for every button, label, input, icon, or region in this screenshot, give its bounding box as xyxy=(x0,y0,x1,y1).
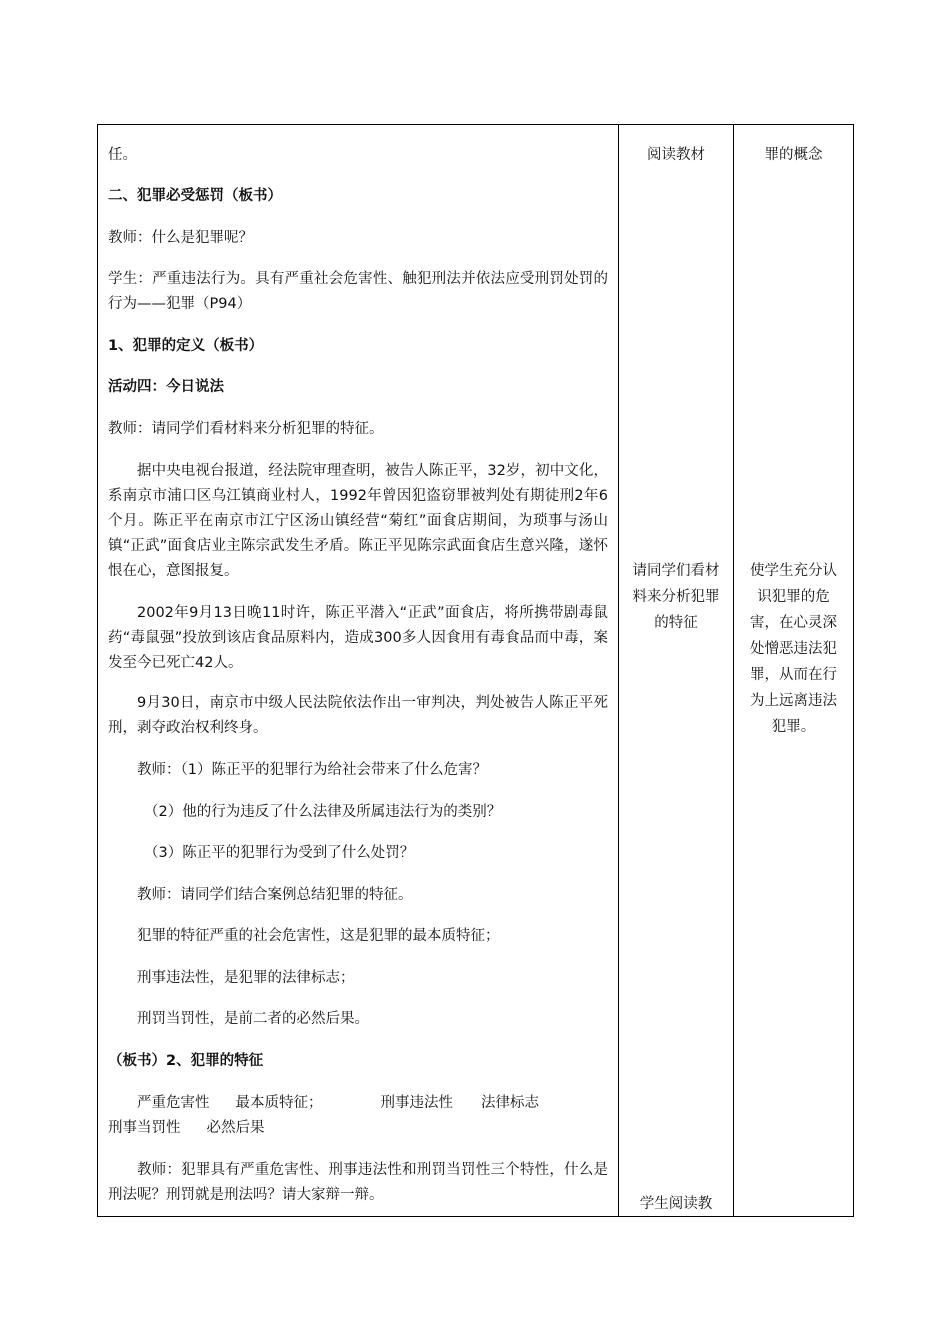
content-line: 刑罚当罚性，是前二者的必然后果。 xyxy=(137,1011,369,1027)
case-paragraph: 据中央电视台报道，经法院审理查明，被告人陈正平，32岁，初中文化，系南京市浦口区乌江镇商业村人，1992年曾因犯盗窃罪被判处有期徒刑2年6个月。陈正平在南京市江宁区汤山镇经营“菊红”面食店期间，为琐事与汤山镇“正武”面食店业主陈宗武发生矛盾。陈正平见陈宗武面食店生意兴隆，遂怀恨在心，意图报复。 xyxy=(108,463,608,579)
student-activity-column xyxy=(619,125,733,1216)
content-line: 任。 xyxy=(108,147,137,163)
design-intent-column xyxy=(734,125,853,1216)
feature-item: 最本质特征； xyxy=(235,1095,323,1111)
feature-item: 必然后果 xyxy=(206,1120,265,1136)
content-line: 犯罪的特征严重的社会危害性，这是犯罪的最本质特征； xyxy=(137,928,500,944)
features-line xyxy=(108,1091,608,1116)
feature-item: 刑事当罚性 xyxy=(108,1120,181,1136)
section-heading: 1、犯罪的定义（板书） xyxy=(108,338,264,354)
content-line: 教师：请同学们看材料来分析犯罪的特征。 xyxy=(108,421,384,437)
content-line: 刑事违法性，是犯罪的法律标志； xyxy=(137,970,355,986)
activity-cell: 请同学们看材料来分析犯罪的特征 xyxy=(632,563,720,631)
teaching-content-column xyxy=(98,125,618,1216)
section-heading: 二、犯罪必受惩罚（板书） xyxy=(108,188,282,204)
lesson-table xyxy=(97,124,854,1217)
features-line xyxy=(108,1116,608,1141)
activity-heading: 活动四：今日说法 xyxy=(108,379,224,395)
content-paragraph: 教师：犯罪具有严重危害性、刑事违法性和刑罚当罚性三个特性，什么是刑法呢？刑罚就是刑法吗？请大家辩一辩。 xyxy=(108,1162,608,1203)
feature-item: 严重危害性 xyxy=(137,1095,210,1111)
activity-cell: 阅读教材 xyxy=(647,147,705,163)
question-line: （2）他的行为违反了什么法律及所属违法行为的类别？ xyxy=(144,804,502,820)
content-line: 教师：请同学们结合案例总结犯罪的特征。 xyxy=(137,887,413,903)
question-line: （3）陈正平的犯罪行为受到了什么处罚？ xyxy=(144,845,415,861)
activity-cell: 学生阅读教 xyxy=(639,1196,713,1212)
intent-cell: 使学生充分认识犯罪的危害，在心灵深处憎恶违法犯罪，从而在行为上远离违法犯罪。 xyxy=(750,563,837,735)
feature-item: 刑事违法性 xyxy=(380,1095,453,1111)
section-heading: （板书）2、犯罪的特征 xyxy=(108,1053,264,1069)
feature-item: 法律标志 xyxy=(481,1095,539,1111)
question-line: 教师：（1）陈正平的犯罪行为给社会带来了什么危害？ xyxy=(137,762,487,778)
case-paragraph: 2002年9月13日晚11时许，陈正平潜入“正武”面食店，将所携带剧毒鼠药“毒鼠强”投放到该店食品原料内，造成300多人因食用有毒食品而中毒，案发至今已死亡42人。 xyxy=(108,605,608,671)
content-line: 教师：什么是犯罪呢？ xyxy=(108,230,253,246)
case-paragraph: 9月30日，南京市中级人民法院依法作出一审判决，判处被告人陈正平死刑，剥夺政治权利终身。 xyxy=(108,695,608,736)
intent-cell: 罪的概念 xyxy=(764,147,823,163)
content-paragraph: 学生：严重违法行为。具有严重社会危害性、触犯刑法并依法应受刑罚处罚的行为——犯罪（P94） xyxy=(108,271,608,312)
